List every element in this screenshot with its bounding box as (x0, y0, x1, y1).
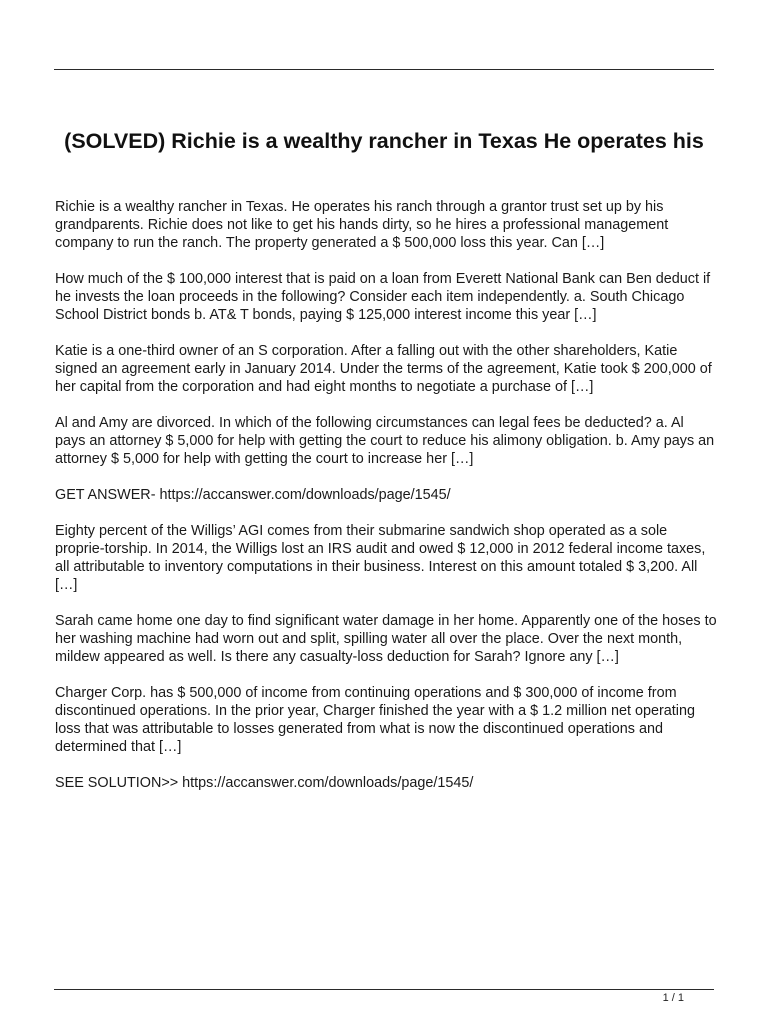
header-rule (54, 69, 714, 70)
paragraph-charger: Charger Corp. has $ 500,000 of income from continuing operations and $ 300,000 of income from discontinued operations. In the prior year, Charger finished the year with a $ 1.2 million net operating loss that was attributable to losses generated from what is now the discontinued operations and determined that […] (55, 685, 695, 755)
see-solution-link[interactable]: SEE SOLUTION>> https://accanswer.com/downloads/page/1545/ (55, 775, 474, 791)
paragraph-interest-loan: How much of the $ 100,000 interest that is paid on a loan from Everett National Bank can Ben deduct if he invests the loan proceeds in the following? Consider each item independently. a. South Chicago School District bonds b. AT& T bonds, paying $ 125,000 interest income this year […] (55, 271, 711, 323)
get-answer-link[interactable]: GET ANSWER- https://accanswer.com/downloads/page/1545/ (55, 487, 451, 503)
document-title: (SOLVED) Richie is a wealthy rancher in Texas He operates his (64, 129, 704, 153)
page-number: 1 / 1 (662, 992, 684, 1004)
paragraph-sarah: Sarah came home one day to find significant water damage in her home. Apparently one of the hoses to her washing machine had worn out and split, spilling water all over the place. Over the next month, mildew appeared as well. Is there any casualty-loss deduction for Sarah? Ignore any […] (55, 613, 717, 665)
footer-rule (54, 989, 714, 990)
paragraph-al-amy: Al and Amy are divorced. In which of the following circumstances can legal fees be deducted? a. Al pays an attorney $ 5,000 for help with getting the court to reduce his alimony obligation. b. Amy pays an attorney $ 5,000 for help with getting the court to increase her […] (55, 415, 715, 467)
paragraph-richie: Richie is a wealthy rancher in Texas. He operates his ranch through a grantor trust set up by his grandparents. Richie does not like to get his hands dirty, so he hires a professional management company to run the ranch. The property generated a $ 500,000 loss this year. Can […] (55, 199, 669, 251)
paragraph-katie: Katie is a one-third owner of an S corporation. After a falling out with the other shareholders, Katie signed an agreement early in January 2014. Under the terms of the agreement, Katie took $ 200,000 of her capital from the corporation and had eight months to negotiate a purchase of […] (55, 343, 712, 395)
document-body (55, 198, 718, 810)
paragraph-willigs: Eighty percent of the Willigs’ AGI comes from their submarine sandwich shop operated as a sole proprie-torship. In 2014, the Willigs lost an IRS audit and owed $ 12,000 in 2012 federal income taxes, all attributable to inventory computations in their business. Interest on this amount totaled $ 3,200. All […] (55, 523, 706, 593)
